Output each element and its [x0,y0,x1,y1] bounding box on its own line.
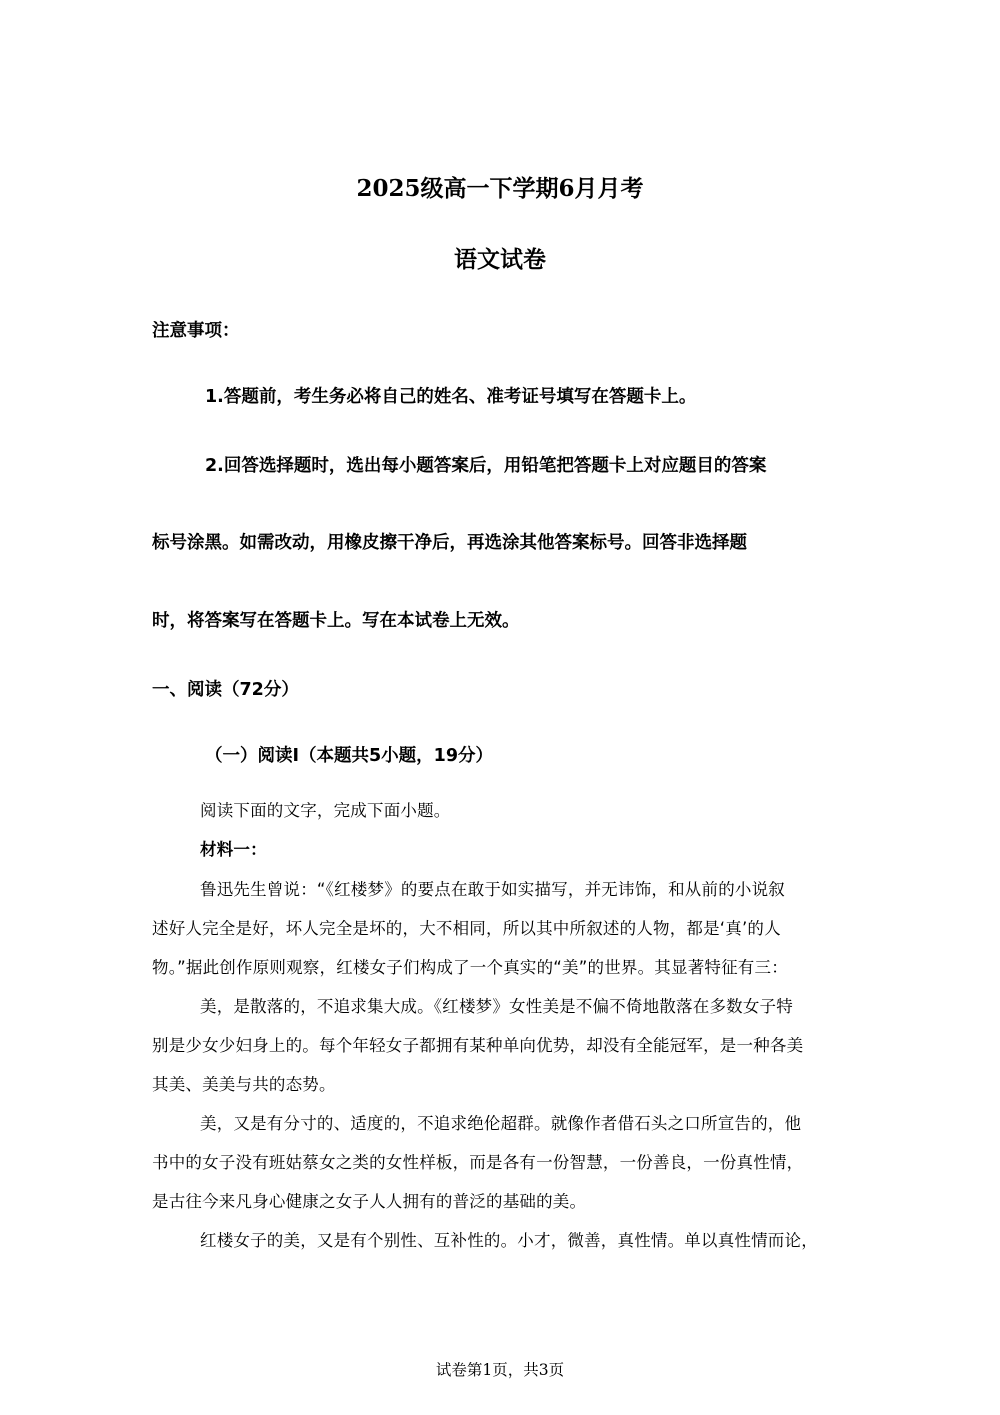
reading-instruction: 阅读下面的文字，完成下面小题。 [200,801,451,820]
sub-section-heading: （一）阅读Ⅰ（本题共5小题，19分） [205,746,494,766]
paragraph-line: 物。”据此创作原则观察，红楼女子们构成了一个真实的“美”的世界。其显著特征有三： [152,958,788,977]
paragraph-line: 美，是散落的，不追求集大成。《红楼梦》女性美是不偏不倚地散落在多数女子特 [200,997,793,1016]
notes-item-2-line-2: 标号涂黑。如需改动，用橡皮擦干净后，再选涂其他答案标号。回答非选择题 [152,533,747,553]
notes-item-1: 1.答题前，考生务必将自己的姓名、准考证号填写在答题卡上。 [205,387,697,407]
notes-item-2-line-3: 时，将答案写在答题卡上。写在本试卷上无效。 [152,611,520,631]
section-heading: 一、阅读（72分） [152,680,299,700]
paragraph-line: 别是少女少妇身上的。每个年轻女子都拥有某种单向优势，却没有全能冠军，是一种各美 [152,1036,804,1055]
exam-title: 2025级高一下学期6月月考 [356,175,644,202]
notes-heading: 注意事项： [152,321,240,341]
subject-title: 语文试卷 [454,246,546,273]
material-label: 材料一： [200,840,267,859]
paragraph-line: 书中的女子没有班姑蔡女之类的女性样板，而是各有一份智慧，一份善良，一份真性情， [152,1153,804,1172]
paragraph-line: 鲁迅先生曾说：“《红楼梦》的要点在敢于如实描写，并无讳饰，和从前的小说叙 [200,880,785,899]
notes-item-2-line-1: 2.回答选择题时，选出每小题答案后，用铅笔把答题卡上对应题目的答案 [205,456,767,476]
paragraph-line: 美，又是有分寸的、适度的，不追求绝伦超群。就像作者借石头之口所宣告的，他 [200,1114,802,1133]
paragraph-line: 是古往今来凡身心健康之女子人人拥有的普泛的基础的美。 [152,1192,587,1211]
page-footer: 试卷第1页，共3页 [435,1361,565,1379]
paragraph-line: 红楼女子的美，又是有个别性、互补性的。小才，微善，真性情。单以真性情而论， [200,1231,818,1250]
paragraph-line: 述好人完全是好，坏人完全是坏的，大不相同，所以其中所叙述的人物，都是‘真’的人 [152,919,781,938]
paragraph-line: 其美、美美与共的态势。 [152,1075,336,1094]
